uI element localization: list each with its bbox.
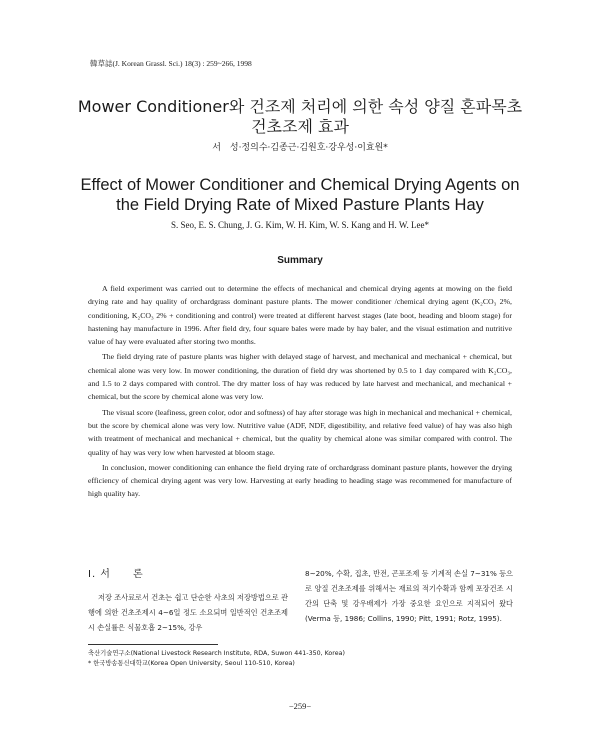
journal-reference: 韓草誌(J. Korean Grassl. Sci.) 18(3) : 259~266, 1998 — [90, 59, 252, 68]
introduction-paragraph-left: 저장 조사료로서 건초는 쉽고 단순한 사초의 저장방법으로 관행에 의한 건초조제시 4~6일 정도 소요되며 일반적인 건초조제시 손실률은 식물호흡 2~15%, 강우 — [88, 593, 288, 632]
footnote-affiliation-2: * 한국방송통신대학교(Korea Open University, Seoul 110-510, Korea) — [88, 660, 295, 667]
summary-paragraph: The visual score (leafiness, green color, odor and softness) of hay after storage was high in mechanical and mechanical + chemical, but the score by chemical alone was very low. Nutritive value (ADF, NDF, digestibility, and relative feed value) of hay was also high with treatment of mechanical and mechanical + chemical, but the quality by chemical alone was similar compared with control. The quality of hay was very low when harvested at bloom stage. — [88, 407, 512, 457]
korean-authors: 서 성·정의수·김종근·김원호·강우성·이효원* — [212, 143, 388, 153]
introduction-paragraph-right: 8~20%, 수확, 집초, 반전, 곤포조제 등 기계적 손실 7~31% 등으로 양질 건초조제를 위해서는 재료의 적기수확과 함께 포장건조 시간의 단축 및 강우배제가 가장 중요한 요인으로 지적되어 왔다(Verma 등, 1986; Collins, 1990; Pitt, 1991; Rotz, 1995). — [305, 569, 513, 623]
introduction-left-column — [88, 590, 288, 635]
page-number: −259− — [288, 701, 312, 711]
korean-title-line-1: Mower Conditioner와 건조제 처리에 의한 속성 양질 혼파목초 — [77, 97, 523, 116]
summary-paragraph: A field experiment was carried out to determine the effects of mechanical and chemical drying agents at mowing on the field drying rate and hay quality of orchardgrass dominant pasture plants. The mower conditioner /chemical drying agent (K₂CO₃ 2%, conditioning, K₂CO₃ 2% + conditioning and control) were treated at different harvest stages (late boot, heading and bloom stage) for hastening hay manufacture in 1996. After field dry, four square bales were made by hay baler, and the visual estimation and nutritive value of hay were evaluated after storing two months. — [88, 284, 512, 347]
summary-paragraph: The field drying rate of pasture plants was higher with delayed stage of harvest, and mechanical and mechanical + chemical, but chemical alone was very low. In mower conditioning, the duration of field dry was shortened by 0.5 to 1 day compared with K₂CO₃, and 1.5 to 2 days compared with control. The dry matter loss of hay was reduced by late harvest and mechanical, and mechanical + chemical, but the score by chemical alone was very low. — [88, 352, 512, 402]
english-title-line-1: Effect of Mower Conditioner and Chemical Drying Agents on — [80, 176, 520, 194]
footnote-affiliation-1: 축산기술연구소(National Livestock Research Institute, RDA, Suwon 441-350, Korea) — [88, 650, 345, 657]
korean-title-line-2: 건초조제 효과 — [251, 117, 349, 136]
introduction-heading: I. 서 론 — [88, 569, 144, 580]
footnotes — [88, 649, 345, 669]
summary-paragraph: In conclusion, mower conditioning can enhance the field drying rate of orchardgrass dominant pasture plants, however the drying efficiency of chemical drying agent was very low. Harvesting at early heading to heading stage was recommened for manufacture of high quality hay. — [88, 462, 512, 499]
english-authors: S. Seo, E. S. Chung, J. G. Kim, W. H. Kim, W. S. Kang and H. W. Lee* — [170, 220, 429, 230]
summary-body — [88, 282, 512, 503]
introduction-right-column — [305, 566, 513, 626]
english-title-line-2: the Field Drying Rate of Mixed Pasture Plants Hay — [116, 196, 484, 214]
footnote-divider — [88, 644, 218, 645]
summary-heading: Summary — [277, 255, 323, 266]
